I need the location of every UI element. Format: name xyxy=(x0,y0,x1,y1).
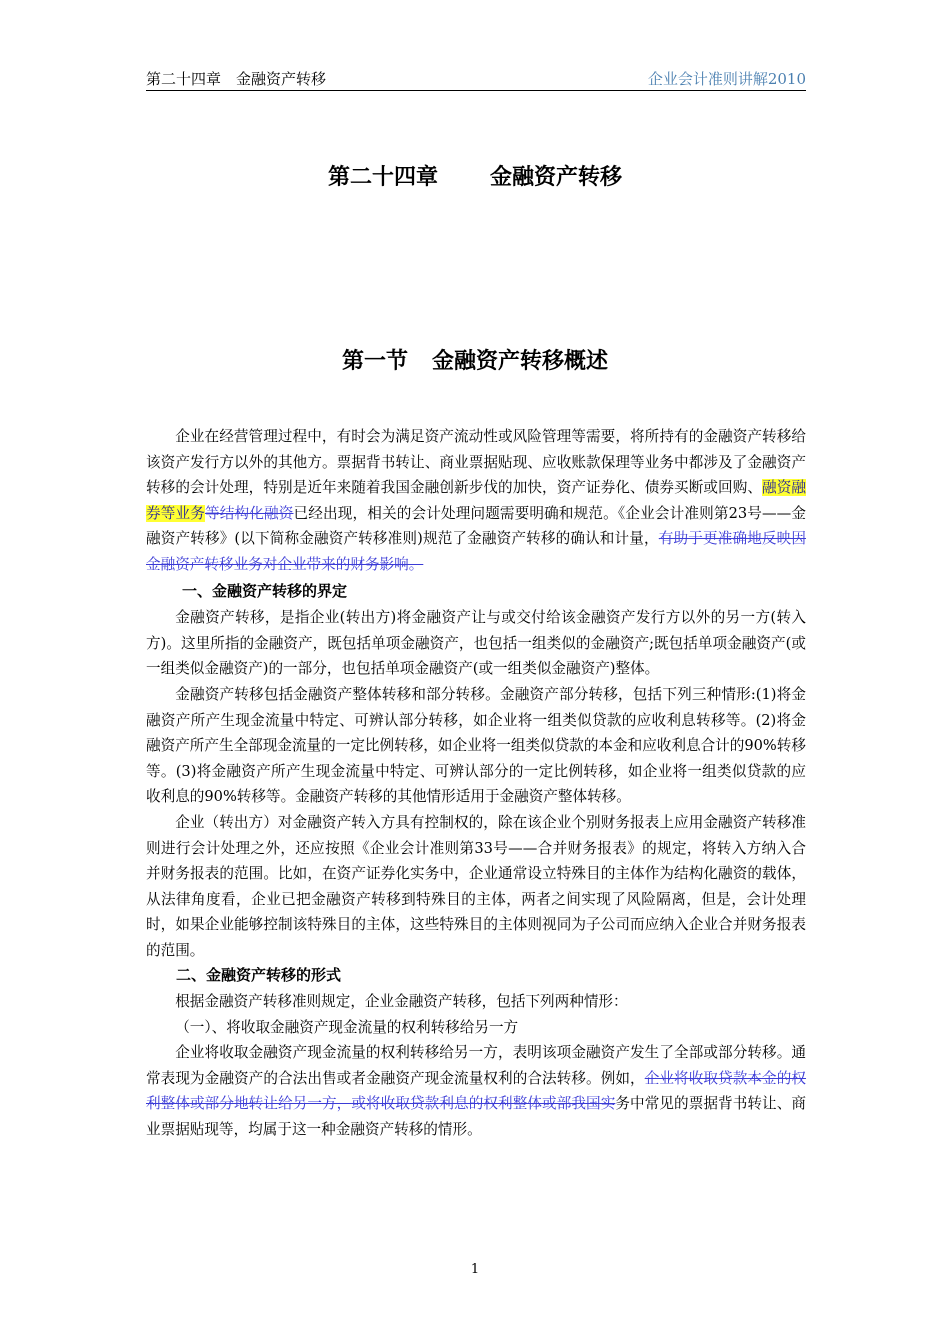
page-number: 1 xyxy=(470,1262,480,1277)
section-number: 第一节 xyxy=(341,349,408,374)
section-title xyxy=(0,344,950,375)
chapter-title xyxy=(0,160,950,191)
deleted-text: 企业将收取贷款本金的权利整体或部分地转让给另一方，或将收取贷款利息的权利整体或部我国实 xyxy=(146,1069,806,1113)
paragraph: 金融资产转移，是指企业(转出方)将金融资产让与或交付给该金融资产发行方以外的另一方(转入方)。这里所指的金融资产，既包括单项金融资产，也包括一组类似的金融资产;既包括单项金融资产(或一组类似金融资产)的一部分，也包括单项金融资产(或一组类似金融资产)整体。 xyxy=(146,609,806,678)
deleted-text: 有助于更准确地反映因金融资产转移业务对企业带来的财务影响。 xyxy=(146,530,806,573)
highlighted-insertion: 融资融券等业务 xyxy=(146,479,806,522)
text-run: 企业在经营管理过程中，有时会为满足资产流动性或风险管理等需要，将所持有的金融资产转移给该资产发行方以外的其他方。票据背书转让、商业票据贴现、应收账款保理等业务中都涉及了金融资产转移的会计处理，特别是近年来随着我国金融创新步伐的加快，资产证券化、债券买断或回购、 xyxy=(146,428,806,497)
deleted-text: 等结构化融资 xyxy=(205,504,294,522)
page-header xyxy=(146,66,806,91)
chapter-name: 金融资产转移 xyxy=(490,165,623,190)
text-run: 务中常见的票据背书转让、商业票据贴现等，均属于这一种金融资产转移的情形。 xyxy=(146,1095,806,1139)
paragraph xyxy=(146,1040,806,1142)
heading-forms: 二、金融资产转移的形式 xyxy=(176,966,342,985)
chapter-number: 第二十四章 xyxy=(327,165,438,190)
subheading: （一）、将收取金融资产现金流量的权利转移给另一方 xyxy=(175,1018,519,1036)
paragraph: 金融资产转移包括金融资产整体转移和部分转移。金融资产部分转移，包括下列三种情形:(1)将金融资产所产生现金流量中特定、可辨认部分转移，如企业将一组类似贷款的应收利息转移等。(2)将金融资产所产生全部现金流量的一定比例转移，如企业将一组类似贷款的本金和应收利息合计的90%转移等。(3)将金融资产所产生现金流量中特定、可辨认部分的一定比例转移，如企业将一组类似贷款的应收利息的90%转移等。金融资产转移的其他情形适用于金融资产整体转移。 xyxy=(146,685,806,806)
section-name: 金融资产转移概述 xyxy=(432,349,609,374)
body-text xyxy=(146,424,806,1143)
header-chapter: 第二十四章 金融资产转移 xyxy=(146,70,327,88)
header-book-title: 企业会计准则讲解2010 xyxy=(647,70,806,88)
paragraph xyxy=(146,424,806,578)
paragraph: 根据金融资产转移准则规定，企业金融资产转移，包括下列两种情形： xyxy=(175,993,628,1011)
text-run: 企业将收取金融资产现金流量的权利转移给另一方，表明该项金融资产发生了全部或部分转移。通常表现为金融资产的合法出售或者金融资产现金流量权利的合法转移。例如， xyxy=(146,1044,806,1087)
heading-definition: 一、金融资产转移的界定 xyxy=(182,581,348,600)
paragraph: 企业（转出方）对金融资产转入方具有控制权的，除在该企业个别财务报表上应用金融资产转移准则进行会计处理之外，还应按照《企业会计准则第33号——合并财务报表》的规定，将转入方纳入合并财务报表的范围。比如，在资产证券化实务中，企业通常设立特殊目的主体作为结构化融资的载体，从法律角度看，企业已把金融资产转移到特殊目的主体，两者之间实现了风险隔离，但是，会计处理时，如果企业能够控制该特殊目的主体，这些特殊目的主体则视同为子公司而应纳入企业合并财务报表的范围。 xyxy=(146,813,806,959)
text-run: 已经出现，相关的会计处理问题需要明确和规范。《企业会计准则第23号——金融资产转移》(以下简称金融资产转移准则)规范了金融资产转移的确认和计量， xyxy=(146,504,806,548)
